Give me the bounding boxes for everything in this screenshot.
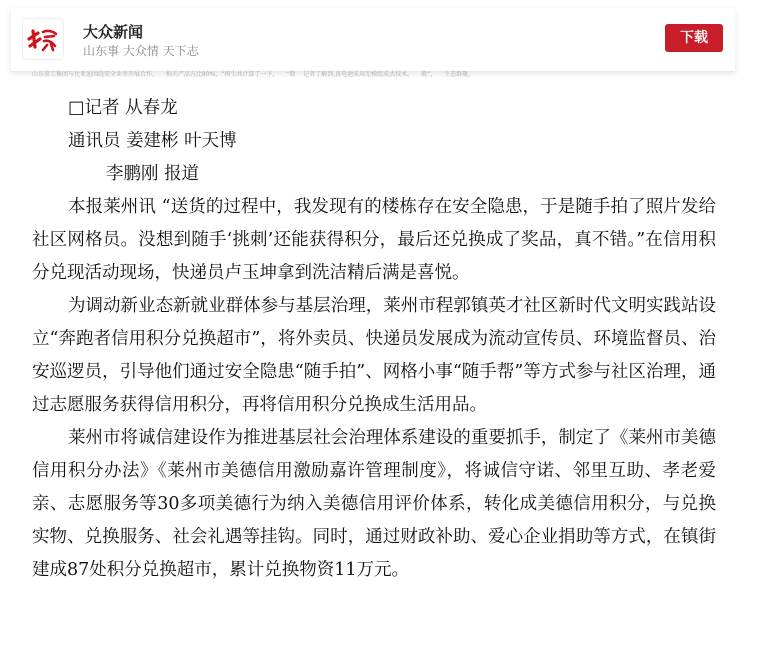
- article-paragraph: 为调动新业态新就业群体参与基层治理，莱州市程郭镇英才社区新时代文明实践站设立“奔跑者信用积分兑换超市”，将外卖员、快递员发展成为流动宣传员、环境监督员、治安巡逻员，引导他们通过安全隐患“随手拍”、网格小事“随手帮”等方式参与社区治理，通过志愿服务获得信用积分，再将信用积分兑换成生活用品。: [32, 296, 716, 415]
- byline-reporter: □记者 从春龙: [68, 98, 178, 118]
- article-body: [0, 92, 758, 587]
- article-paragraph: 莱州市将诚信建设作为推进基层社会治理体系建设的重要抓手，制定了《莱州市美德信用积分办法》《莱州市美德信用激励嘉许管理制度》，将诚信守诺、邻里互助、孝老爱亲、志愿服务等30多项美德行为纳入美德信用评价体系，转化成美德信用积分，与兑换实物、兑换服务、社会礼遇等挂钩。同时，通过财政补助、爱心企业捐助等方式，在镇街建成87处积分兑换超市，累计兑换物资11万元。: [32, 428, 716, 580]
- byline-correspondents-continued: 李鹏刚 报道: [106, 164, 200, 184]
- byline-correspondents: 通讯员 姜建彬 叶天博: [68, 131, 237, 151]
- brand-title: 大众新闻: [83, 23, 144, 41]
- download-button[interactable]: 下载: [665, 24, 723, 52]
- app-download-banner: [11, 8, 735, 72]
- article-paragraph: 本报莱州讯 “送货的过程中，我发现有的楼栋存在安全隐患，于是随手拍了照片发给社区网格员。没想到随手‘挑刺’还能获得积分，最后还兑换成了奖品，真不错。”在信用积分兑现活动现场，快递员卢玉坤拿到洗洁精后满是喜悦。: [32, 197, 716, 283]
- dazhong-logo-icon[interactable]: [22, 18, 64, 60]
- logo-mark: [23, 19, 63, 59]
- brand-slogan: 山东事 大众情 天下志: [83, 44, 199, 58]
- cutoff-text-line: 山东重工集团与比亚迪围绕安全业务开展合作， 相关产品占比80%，“再生共计算了一下， “数 记者了解到,该电池采用无模组成式技术。 般”， 生态群聚。: [32, 71, 475, 78]
